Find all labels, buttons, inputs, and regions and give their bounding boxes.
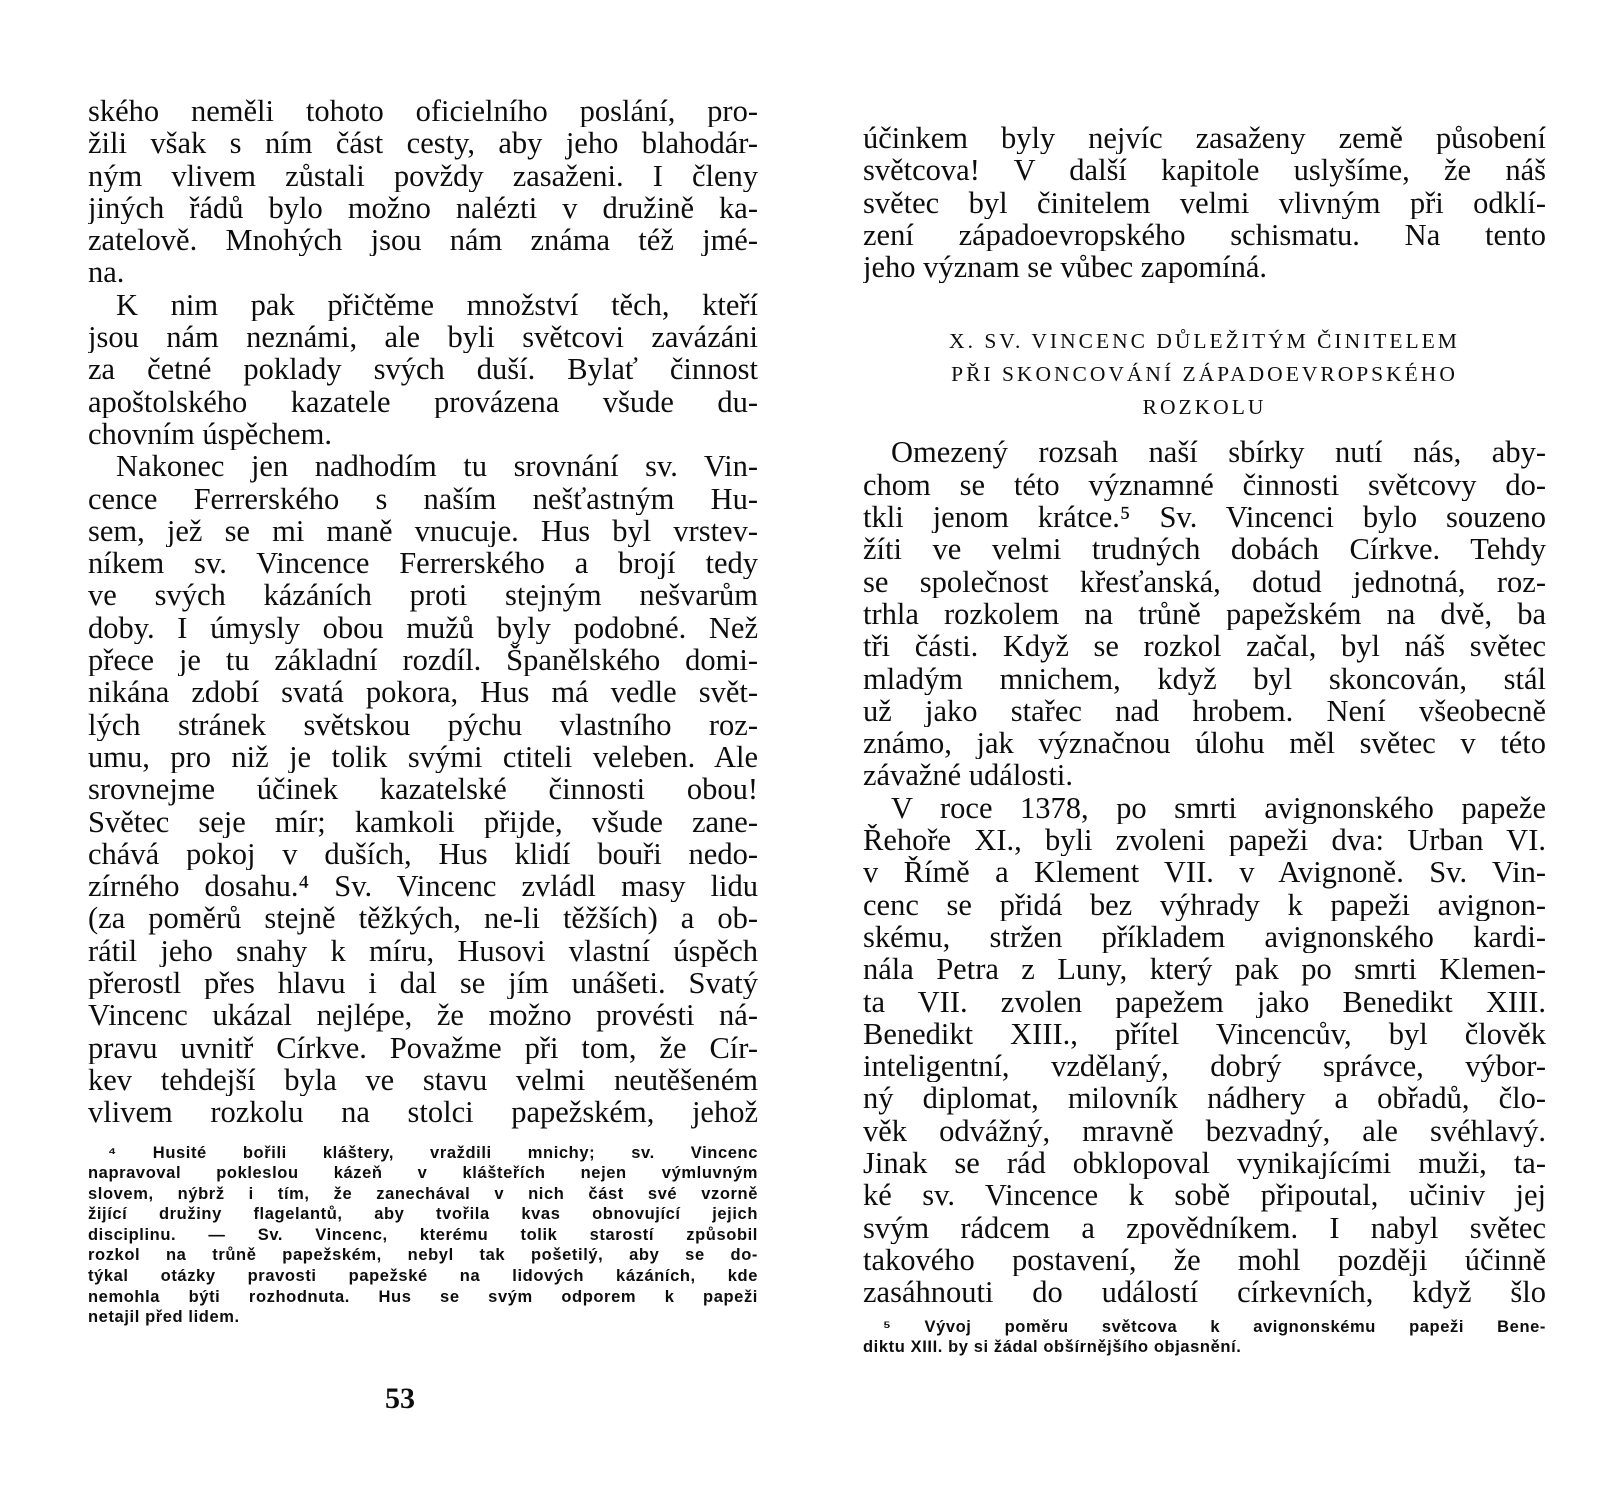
text-line: rátil jeho snahy k míru, Husovi vlastní úspěch [88,934,758,968]
text-line: už jako stařec nad hrobem. Není všeobecně [863,694,1546,728]
text-line: tři části. Když se rozkol začal, byl náš světec [863,630,1546,663]
text-line: zasáhnouti do událostí církevních, když šlo [863,1276,1546,1309]
text-line: chom se této významné činnosti světcovy do- [863,468,1546,502]
text-line: chovním úspěchem. [88,417,332,451]
text-line: Řehoře XI., byli zvoleni papeži dva: Urban VI. [863,824,1546,857]
text-line: (za poměrů stejně těžkých, ne-li těžších) a ob- [88,902,758,935]
text-line: přece je tu základní rozdíl. Španělského domi- [88,644,758,677]
text-line: účinkem byly nejvíc zasaženy země působení [863,122,1546,155]
page-number: 53 [385,1382,415,1415]
text-line: ké sv. Vincence k sobě připoutal, učiniv jej [863,1179,1546,1212]
text-line: doby. I úmysly obou mužů byly podobné. Než [88,611,758,645]
text-line: mladým mnichem, když byl skoncován, stál [863,662,1546,695]
text-line: cenc se přidá bez výhrady k papeži avignon- [863,888,1546,921]
text-line: inteligentní, vzdělaný, dobrý správce, výbor- [863,1050,1546,1083]
text-line: žíti ve velmi trudných dobách Církve. Tehdy [863,533,1546,566]
text-line: světcova! V další kapitole uslyšíme, že náš [863,154,1546,187]
text-line: věk odvážný, mravně bezvadný, ale svéhlavý. [863,1114,1546,1148]
text-line: tkli jenom krátce.⁵ Sv. Vincenci bylo souzeno [863,501,1546,534]
text-line: Omezený rozsah naší sbírky nutí nás, aby- [891,436,1546,469]
chapter-heading-line: X. SV. VINCENC DŮLEŽITÝM ČINITELEM [949,329,1460,354]
text-line: zení západoevropského schismatu. Na tento [863,218,1546,252]
right-page [805,0,1610,1500]
text-line: zatelově. Mnohých jsou nám známa též jmé- [88,224,758,257]
text-line: závažné události. [863,759,1074,792]
footnote-5 [863,1317,1546,1358]
text-line: srovnejme účinek kazatelské činnosti obou! [88,773,758,806]
text-line: apoštolského kazatele provázena všude du- [88,385,758,418]
footnote-line: slovem, nýbrž i tím, že zanechával v nich část své vzorně [88,1184,758,1203]
footnote-line: žijící družiny flagelantů, aby tvořila kvas obnovující jejich [88,1205,758,1224]
text-line: přerostl přes hlavu i dal se jím unášeti. Svatý [88,967,758,1000]
footnote-line: napravoval pokleslou kázeň v klášteřích nejen výmluvným [88,1164,758,1183]
text-line: sem, jež se mi maně vnucuje. Hus byl vrstev- [88,514,758,548]
text-line: žili však s ním část cesty, aby jeho blahodár- [88,127,758,160]
text-line: za četné poklady svých duší. Bylať činnost [88,353,758,386]
text-line: Světec seje mír; kamkoli přijde, všude zane- [88,805,758,838]
text-line: známo, jak význačnou úlohu měl světec v této [863,727,1546,760]
right-column [863,122,1546,1358]
footnote-line: rozkol na trůně papežském, nebyl tak pošetilý, aby se do- [88,1246,758,1265]
footnote-line: disciplinu. — Sv. Vincenc, kterému tolik starostí způsobil [88,1225,758,1244]
chapter-heading-line: PŘI SKONCOVÁNÍ ZÁPADOEVROPSKÉHO [951,362,1458,387]
text-line: K nim pak přičtěme množství těch, kteří [116,288,758,322]
right-intro-text [863,122,1546,283]
left-body-text [88,95,758,1129]
text-line: svým rádcem a zpovědníkem. I nabyl světec [863,1211,1546,1244]
text-line: takového postavení, že mohl později účinně [863,1243,1546,1277]
text-line: ta VII. zvolen papežem jako Benedikt XIII. [863,985,1546,1018]
text-line: vlivem rozkolu na stolci papežském, jehož [88,1096,758,1129]
footnote-4 [88,1143,758,1328]
text-line: světec byl činitelem velmi vlivným při odklí- [863,186,1546,219]
text-line: jsou nám neznámi, ale byli světcovi zavázáni [88,321,758,354]
text-line: umu, pro niž je tolik svými ctiteli veleben. Ale [88,740,758,774]
text-line: ným vlivem zůstali povždy zasaženi. I členy [88,159,758,192]
footnote-line: nemohla býti rozhodnuta. Hus se svým odporem k papeži [88,1287,758,1306]
footnote-line: netajil před lidem. [88,1308,240,1327]
text-line: chává pokoj v duších, Hus klidí bouři nedo- [88,837,758,871]
text-line: ve svých kázáních proti stejným nešvarům [88,579,758,612]
footnote-line: ⁵ Vývoj poměru světcova k avignonskému papeži Bene- [883,1317,1546,1336]
text-line: zírného dosahu.⁴ Sv. Vincenc zvládl masy lidu [88,870,758,903]
right-body-text [863,436,1546,1308]
text-line: Jinak se rád obklopoval vynikajícími muži, ta- [863,1147,1546,1180]
footnote-line: týkal otázky pravosti papežské na lidových kázáních, kde [88,1267,758,1286]
text-line: Benedikt XIII., přítel Vincencův, byl člověk [863,1017,1546,1051]
text-line: kev tehdejší byla ve stavu velmi neutěšeném [88,1063,758,1097]
text-line: nála Petra z Luny, který pak po smrti Klemen- [863,953,1546,986]
text-line: se společnost křesťanská, dotud jednotná, roz- [863,565,1546,598]
chapter-heading [863,325,1546,424]
footnote-line: diktu XIII. by si žádal obšírnějšího objasnění. [863,1338,1242,1357]
text-line: lých stránek světskou pýchu vlastního roz- [88,708,758,741]
text-line: Nakonec jen nadhodím tu srovnání sv. Vin- [116,450,758,483]
text-line: Vincenc ukázal nejlépe, že možno provésti ná- [88,999,758,1032]
left-column [88,95,758,1328]
text-line: ského neměli tohoto oficielního poslání, pro- [88,95,758,128]
text-line: V roce 1378, po smrti avignonského papeže [891,791,1546,825]
text-line: v Římě a Klement VII. v Avignoně. Sv. Vin- [863,856,1546,889]
text-line: skému, stržen příkladem avignonského kardi- [863,920,1546,954]
chapter-heading-line: ROZKOLU [1142,395,1267,420]
text-line: ný diplomat, milovník nádhery a obřadů, člo- [863,1082,1546,1115]
text-line: nikána zdobí svatá pokora, Hus má vedle svět- [88,676,758,709]
text-line: trhla rozkolem na trůně papežském na dvě, ba [863,597,1546,631]
text-line: níkem sv. Vincence Ferrerského a brojí tedy [88,547,758,580]
text-line: na. [88,256,125,289]
text-line: jiných řádů bylo možno nalézti v družině ka- [88,191,758,225]
text-line: cence Ferrerského s naším nešťastným Hu- [88,482,758,515]
text-line: jeho význam se vůbec zapomíná. [863,251,1267,284]
footnote-line: ⁴ Husité bořili kláštery, vraždili mnichy; sv. Vincenc [108,1143,758,1162]
text-line: pravu uvnitř Církve. Považme při tom, že Cír- [88,1031,758,1064]
